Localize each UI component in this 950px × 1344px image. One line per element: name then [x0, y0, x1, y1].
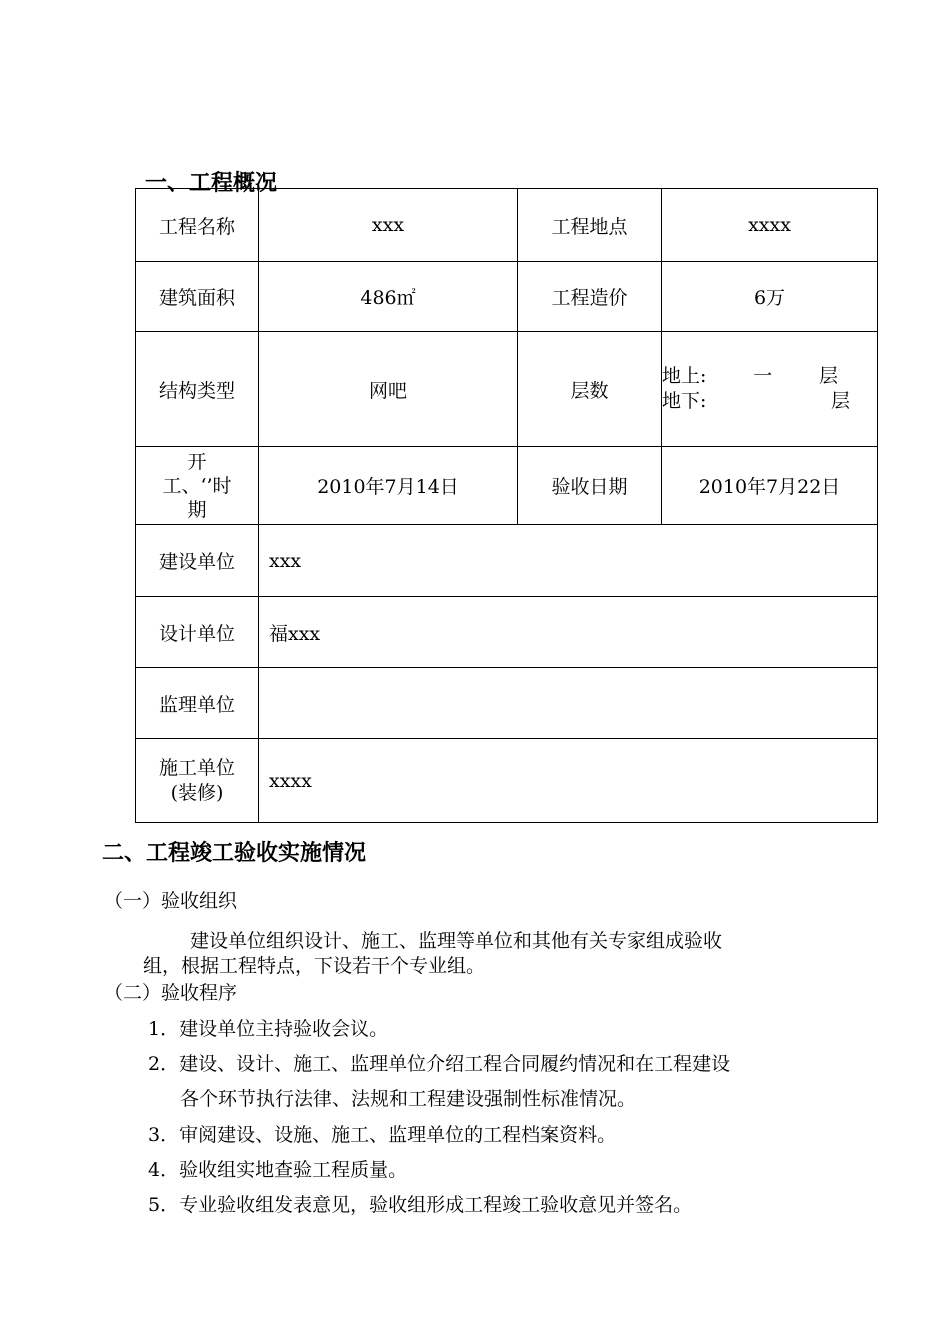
floors-value: [662, 332, 878, 447]
area-label: 建筑面积: [136, 262, 259, 332]
cost-value: 6万: [662, 262, 878, 332]
supervisor-label: 监理单位: [136, 668, 259, 739]
accept-date-value: 2010年7月22日: [662, 447, 878, 525]
location-value: xxxx: [662, 189, 878, 262]
designer-value: 福xxx: [259, 597, 878, 668]
table-row: [136, 189, 878, 262]
list-item: 1．建设单位主持验收会议。: [148, 1018, 389, 1040]
sub1-paragraph-line1: 建设单位组织设计、施工、监理等单位和其他有关专家组成验收: [190, 930, 723, 952]
start-date-label: 开 工、‘’时 期: [136, 447, 259, 525]
sub1-title: （一）验收组织: [104, 890, 238, 912]
floors-above: 地上: 一 层: [662, 365, 838, 387]
section2-title: 二、工程竣工验收实施情况: [102, 841, 367, 866]
table-row: [136, 668, 878, 739]
table-row: [136, 525, 878, 597]
start-date-value: 2010年7月14日: [259, 447, 518, 525]
list-item: 2．建设、设计、施工、监理单位介绍工程合同履约情况和在工程建设: [148, 1053, 731, 1075]
accept-date-label: 验收日期: [518, 447, 662, 525]
cost-label: 工程造价: [518, 262, 662, 332]
sub1-paragraph-line2: 组，根据工程特点，下设若干个专业组。: [143, 955, 486, 977]
list-item: 3．审阅建设、设施、施工、监理单位的工程档案资料。: [148, 1124, 617, 1146]
floors-label: 层数: [518, 332, 662, 447]
list-item: 4．验收组实地查验工程质量。: [148, 1159, 408, 1181]
table-row: [136, 332, 878, 447]
structure-value: 网吧: [259, 332, 518, 447]
area-value: 486㎡: [259, 262, 518, 332]
table-row: [136, 597, 878, 668]
contractor-value: xxxx: [259, 739, 878, 823]
overview-table: [135, 188, 878, 823]
table-row: [136, 262, 878, 332]
structure-label: 结构类型: [136, 332, 259, 447]
project-name-value: xxx: [259, 189, 518, 262]
list-item: 5．专业验收组发表意见，验收组形成工程竣工验收意见并签名。: [148, 1194, 693, 1216]
contractor-label: 施工单位 (装修): [136, 739, 259, 823]
location-label: 工程地点: [518, 189, 662, 262]
project-name-label: 工程名称: [136, 189, 259, 262]
floors-below: 地下: 层: [662, 390, 850, 412]
designer-label: 设计单位: [136, 597, 259, 668]
table-row: [136, 447, 878, 525]
supervisor-value: [259, 668, 878, 739]
sub2-title: （二）验收程序: [104, 982, 238, 1004]
section1-title: 一、工程概况: [145, 171, 278, 196]
list-item: 各个环节执行法律、法规和工程建设强制性标准情况。: [180, 1088, 637, 1110]
table-row: [136, 739, 878, 823]
builder-value: xxx: [259, 525, 878, 597]
builder-label: 建设单位: [136, 525, 259, 597]
